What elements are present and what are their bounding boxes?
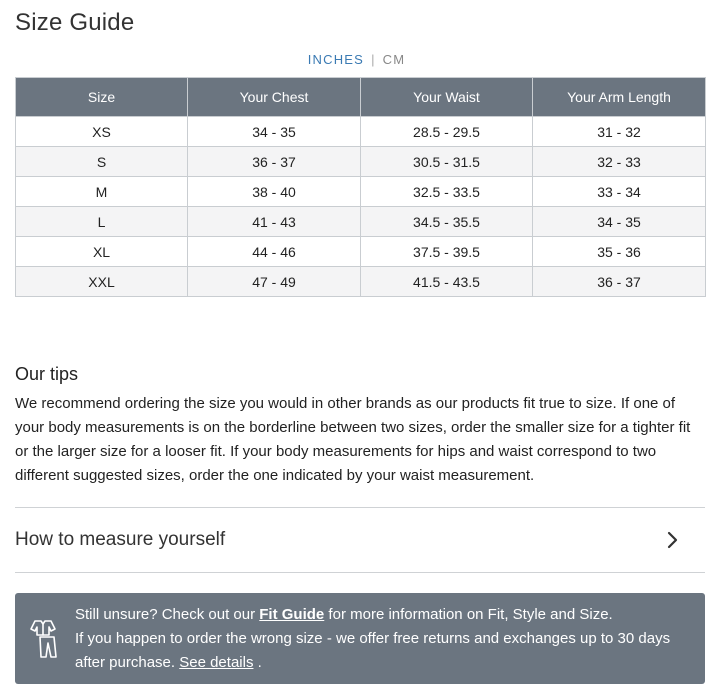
table-row	[16, 237, 706, 267]
cell-waist: 41.5 - 43.5	[361, 267, 533, 297]
how-to-measure-row[interactable]	[15, 508, 705, 572]
cell-arm-length: 35 - 36	[533, 237, 706, 267]
unit-cm-button[interactable]: CM	[382, 52, 406, 67]
header-waist: Your Waist	[361, 78, 533, 117]
unit-toggle	[0, 52, 713, 67]
header-chest: Your Chest	[188, 78, 361, 117]
cell-arm-length: 31 - 32	[533, 117, 706, 147]
cell-waist: 34.5 - 35.5	[361, 207, 533, 237]
banner-line2-suffix: .	[253, 654, 262, 671]
fit-guide-banner	[15, 593, 705, 684]
cell-arm-length: 34 - 35	[533, 207, 706, 237]
cell-chest: 36 - 37	[188, 147, 361, 177]
cell-size: XS	[16, 117, 188, 147]
cell-size: L	[16, 207, 188, 237]
cell-size: M	[16, 177, 188, 207]
header-arm-length: Your Arm Length	[533, 78, 706, 117]
fit-guide-link[interactable]: Fit Guide	[259, 606, 325, 623]
cell-chest: 38 - 40	[188, 177, 361, 207]
cell-size: XL	[16, 237, 188, 267]
divider-bottom	[15, 572, 705, 573]
cell-arm-length: 32 - 33	[533, 147, 706, 177]
header-size: Size	[16, 78, 188, 117]
cell-size: XXL	[16, 267, 188, 297]
table-row	[16, 117, 706, 147]
cell-arm-length: 36 - 37	[533, 267, 706, 297]
cell-chest: 41 - 43	[188, 207, 361, 237]
banner-line1-prefix: Still unsure? Check out our	[75, 606, 260, 623]
see-details-link[interactable]: See details	[179, 654, 254, 671]
page-title: Size Guide	[15, 9, 135, 36]
table-row	[16, 207, 706, 237]
cell-chest: 34 - 35	[188, 117, 361, 147]
table-row	[16, 177, 706, 207]
cell-waist: 37.5 - 39.5	[361, 237, 533, 267]
cell-size: S	[16, 147, 188, 177]
cell-waist: 28.5 - 29.5	[361, 117, 533, 147]
chevron-right-icon	[663, 530, 683, 550]
table-row	[16, 267, 706, 297]
banner-text	[75, 603, 700, 675]
cell-chest: 47 - 49	[188, 267, 361, 297]
cell-waist: 32.5 - 33.5	[361, 177, 533, 207]
table-header-row	[16, 78, 706, 117]
cell-arm-length: 33 - 34	[533, 177, 706, 207]
table-row	[16, 147, 706, 177]
tips-body: We recommend ordering the size you would in other brands as our products fit true to size. If one of your body measurements is on the borderline between two sizes, order the smaller size for a tighter fit or the larger size for a looser fit. If your body measurements for hips and waist correspond to two different suggested sizes, order the one indicated by your waist measurement.	[15, 395, 691, 484]
unit-inches-button[interactable]: INCHES	[307, 52, 365, 67]
banner-line1-suffix: for more information on Fit, Style and Size.	[324, 606, 613, 623]
clothing-icon	[28, 619, 64, 659]
cell-chest: 44 - 46	[188, 237, 361, 267]
unit-separator: |	[371, 52, 376, 67]
banner-line2-prefix: If you happen to order the wrong size - we offer free returns and exchanges up to 30 days after purchase.	[75, 630, 671, 671]
tips-heading: Our tips	[15, 364, 79, 384]
size-table	[15, 77, 706, 297]
cell-waist: 30.5 - 31.5	[361, 147, 533, 177]
how-to-measure-label: How to measure yourself	[15, 529, 226, 550]
